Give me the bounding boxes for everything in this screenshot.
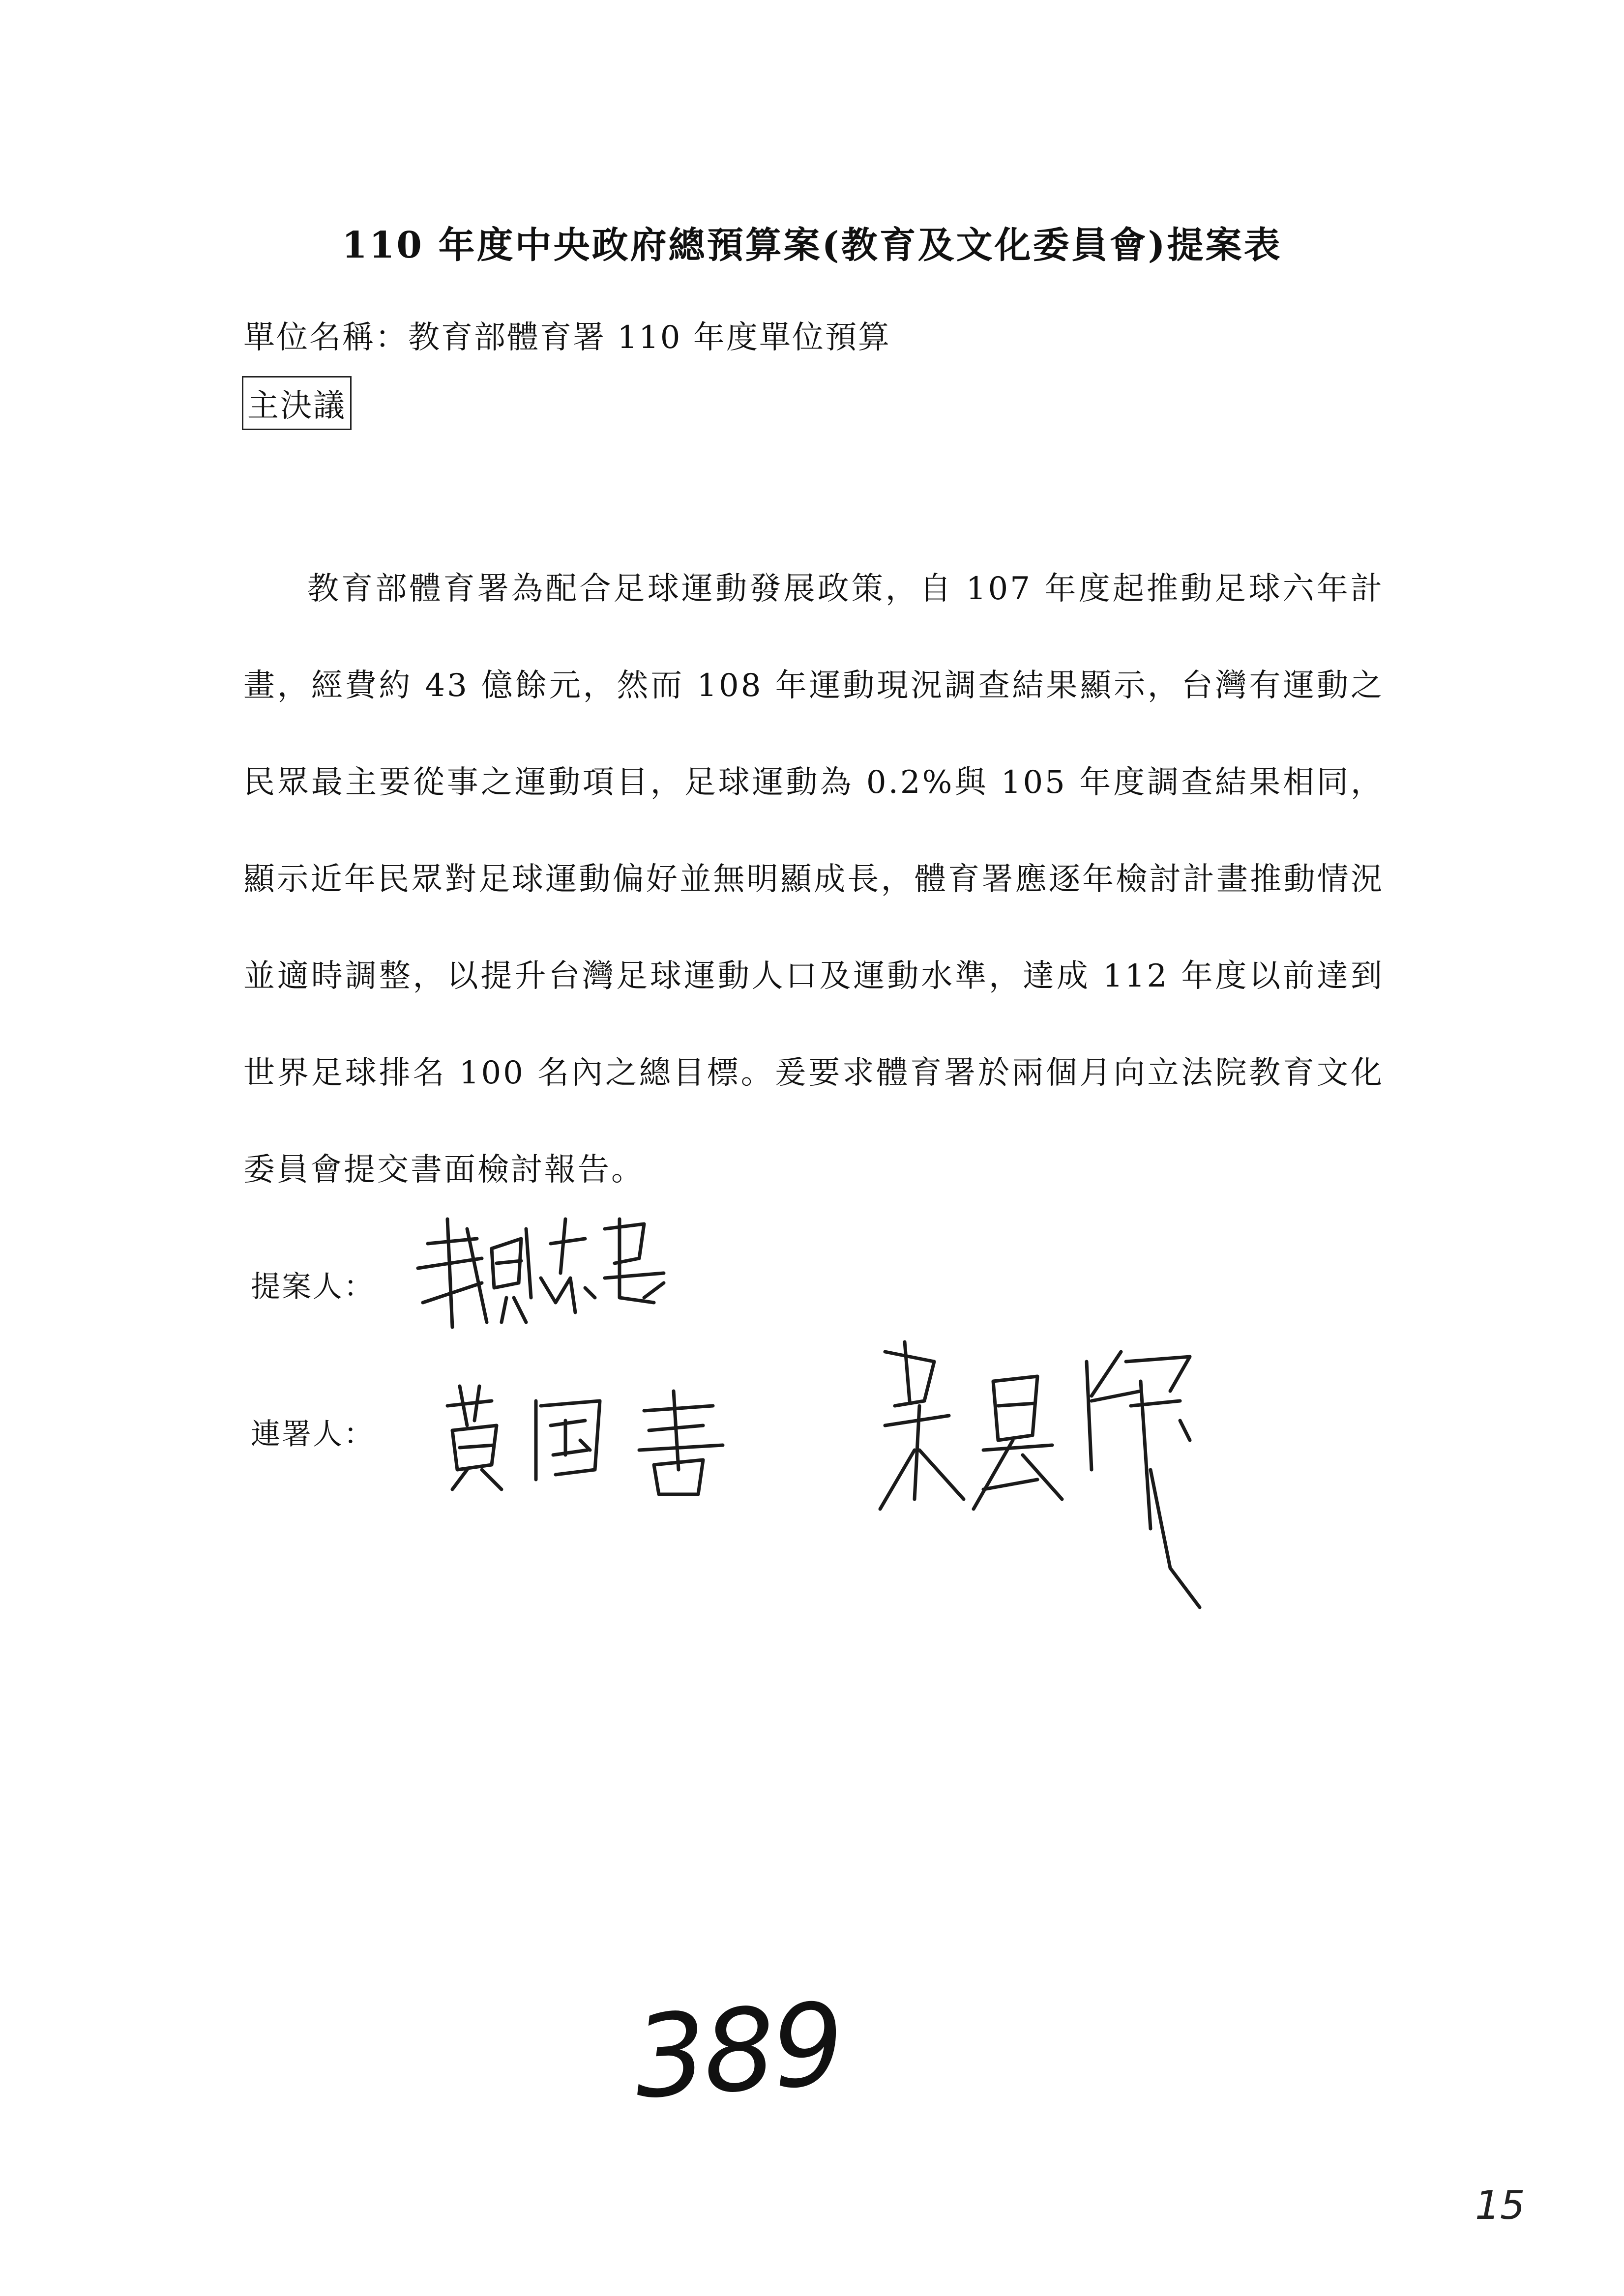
resolution-tag: 主決議: [242, 376, 352, 430]
cosigner-signature-1: [438, 1371, 811, 1499]
cosigner-signature-2: [875, 1322, 1244, 1617]
cosigner-label: 連署人：: [251, 1417, 375, 1452]
unit-name: 單位名稱：教育部體育署 110 年度單位預算: [243, 320, 891, 356]
corner-number: 15: [1475, 2182, 1525, 2228]
handwritten-page-number: 389: [630, 1978, 846, 2124]
proposal-body: 教育部體育署為配合足球運動發展政策，自 107 年度起推動足球六年計畫，經費約 43 億餘元，然而 108 年運動現況調查結果顯示，台灣有運動之民眾最主要從事之運動項目，足球運動為 0.2%與 105 年度調查結果相同，顯示近年民眾對足球運動偏好並無明顯成長，體育署應逐年檢討計畫推動情況並適時調整，以提升台灣足球運動人口及運動水準，達成 112 年度以前達到世界足球排名 100 名內之總目標。爰要求體育署於兩個月向立法院教育文化委員會提交書面檢討報告。: [243, 571, 1384, 1188]
proposer-signature: [408, 1199, 683, 1337]
document-title: 110 年度中央政府總預算案(教育及文化委員會)提案表: [342, 224, 1282, 266]
proposer-label: 提案人：: [251, 1270, 375, 1304]
